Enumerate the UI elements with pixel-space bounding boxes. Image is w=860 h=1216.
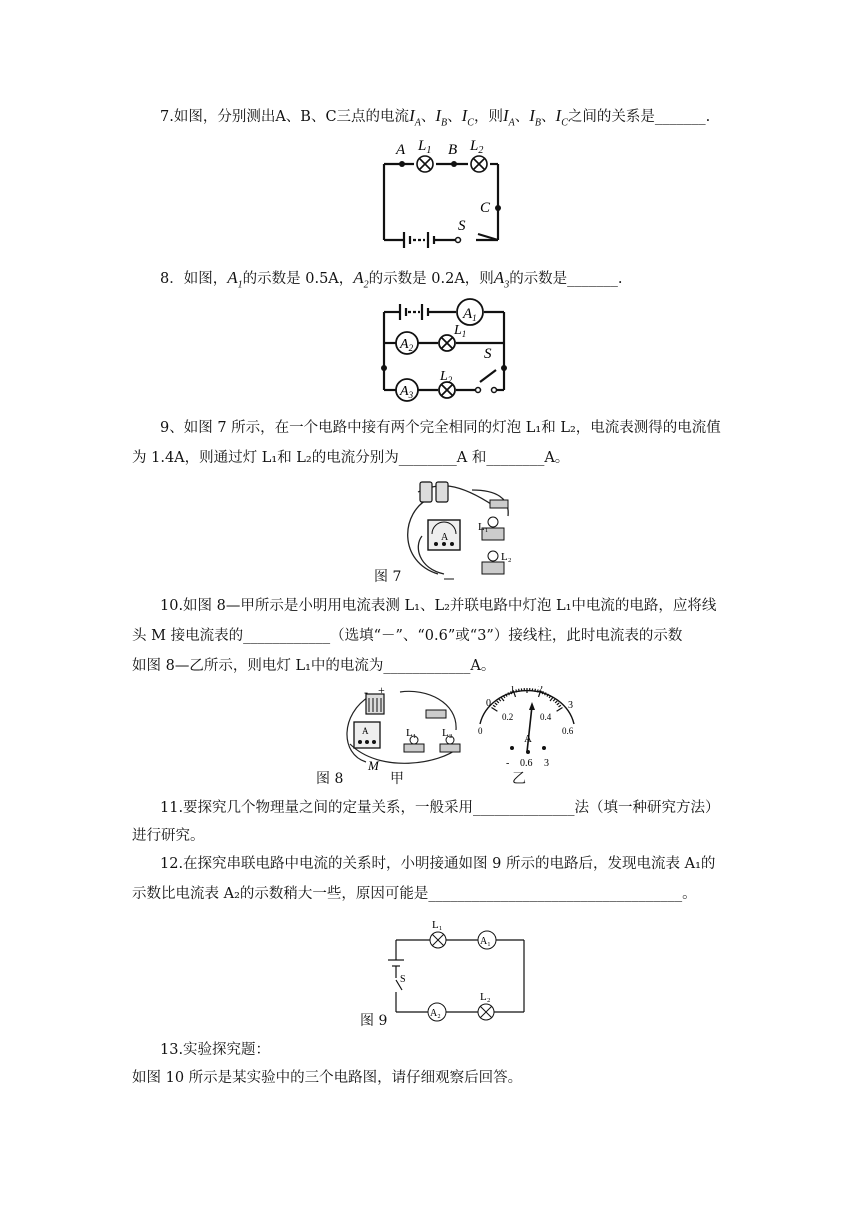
figure-9-caption: 图 9	[360, 1013, 388, 1029]
q10-scale-bottom-0: 0	[478, 726, 483, 736]
q10-scale-top-0: 0	[486, 698, 491, 709]
q8-meter-a3: $A_3$	[400, 384, 414, 400]
q12-line-2: 示数比电流表 A₂的示数稍大一些，原因可能是___________________________________。	[132, 886, 697, 902]
figure-8-yi-caption: 乙	[512, 771, 526, 787]
q7-label-l1: $L_1$	[418, 138, 432, 156]
q7-sep3: 、	[514, 109, 530, 125]
q10-label-plus: +	[378, 684, 385, 697]
dial-tick	[492, 708, 498, 712]
figure-8-caption: 图 8	[316, 771, 344, 787]
q8-a2: $A_2$	[353, 268, 369, 291]
dial-tick	[559, 705, 561, 707]
dial-tick	[495, 703, 497, 705]
q10-label-minus: -	[364, 685, 368, 699]
q12-label-l2: L₂	[480, 991, 491, 1003]
q8-label-s: S	[484, 346, 492, 362]
q12-label-a1: A₁	[480, 936, 491, 947]
question-8-text	[160, 268, 623, 295]
q8-label-l1: $L_1$	[454, 323, 467, 339]
q7-circuit-figure	[380, 136, 505, 248]
dial-tick	[497, 701, 499, 703]
q7-label-s: S	[458, 218, 466, 234]
q9-line-1: 9、如图 7 所示，在一个电路中接有两个完全相同的灯泡 L₁和 L₂，电流表测得的电流值	[160, 420, 721, 436]
q12-label-s: S	[400, 974, 406, 985]
q10-line-2: 头 M 接电流表的____________（选填“－”、“0.6”或“3”）接线柱，此时电流表的示数	[132, 628, 683, 644]
q10-meter-label: A	[362, 726, 369, 736]
q12-line-1: 12.在探究串联电路中电流的关系时，小明接通如图 9 所示的电路后，发现电流表 A₁的	[160, 856, 716, 872]
dial-tick	[557, 703, 559, 705]
q10-terminal-3: 3	[544, 758, 549, 769]
q12-circuit-figure	[386, 916, 532, 1026]
q10-line-1: 10.如图 8—甲所示是小明用电流表测 L₁、L₂并联电路中灯泡 L₁中电流的电路，应将线	[160, 598, 717, 614]
q13-line-1: 13.实验探究题：	[160, 1042, 271, 1058]
q10-scale-top-1: 1	[510, 686, 515, 695]
q7-label-l2: $L_2$	[470, 138, 484, 156]
q7-label-c: C	[480, 200, 491, 216]
figure-8-jia-caption: 甲	[390, 771, 404, 787]
q9-label-l2: L₂	[501, 551, 512, 563]
q11-line-1: 11.要探究几个物理量之间的定量关系，一般采用______________法（填一种研究方法）	[160, 800, 720, 816]
q8-meter-a1: $A_1$	[463, 306, 477, 323]
q10-dial-a-label: A	[524, 733, 532, 745]
q8-label-l2: $L_2$	[440, 369, 453, 385]
q9-label-l1: L₁	[478, 521, 489, 533]
q8-text-a: 8．如图，	[160, 271, 228, 287]
q7-ic2: $I_C$	[555, 106, 568, 129]
q10-scale-bottom-04: 0.4	[540, 712, 552, 722]
q7-label-b: B	[448, 142, 458, 158]
q10-scale-bottom-02: 0.2	[502, 712, 514, 722]
q7-text-a: 7.如图，分别测出A、B、C三点的电流	[160, 109, 410, 125]
q11-line-2: 进行研究。	[132, 828, 205, 844]
q13-line-2: 如图 10 所示是某实验中的三个电路图，请仔细观察后回答。	[132, 1070, 523, 1086]
q8-meter-a2: $A_2$	[400, 337, 414, 353]
q7-sep1: 、	[420, 109, 436, 125]
dial-tick	[555, 701, 557, 703]
q7-ia2: $I_A$	[502, 106, 515, 129]
q8-a3: $A_3$	[493, 268, 510, 291]
q8-a1: $A_1$	[227, 268, 243, 291]
q8-text-d: 的示数是_______.	[509, 271, 623, 287]
q8-text-c: 的示数是 0.2A，则	[368, 271, 494, 287]
q12-label-a2: A₂	[430, 1008, 441, 1019]
q10-ammeter-dial-yi	[466, 686, 588, 770]
q7-sep2: 、	[447, 109, 462, 125]
dial-tick	[550, 697, 553, 701]
q10-scale-top-3: 3	[568, 700, 573, 711]
dial-tick	[519, 689, 520, 692]
q7-sep4: 、	[541, 109, 556, 125]
dial-tick	[535, 689, 536, 692]
q10-label-m: M	[368, 758, 379, 773]
q10-scale-top-2: 2	[538, 686, 543, 695]
q10-line-3: 如图 8—乙所示，则电灯 L₁中的电流为____________A。	[132, 658, 496, 674]
q7-label-a: A	[396, 142, 406, 158]
q9-photo-figure	[398, 476, 516, 580]
q7-ib: $I_B$	[435, 106, 448, 129]
q9-line-2: 为 1.4A，则通过灯 L₁和 L₂的电流分别为________A 和________A。	[132, 450, 570, 466]
q8-circuit-figure	[376, 296, 511, 402]
question-7-text	[160, 106, 710, 133]
q10-terminal-neg: -	[506, 758, 510, 769]
q7-text-c: 之间的关系是_______.	[567, 109, 711, 125]
q12-label-l1: L₁	[432, 919, 443, 931]
q10-terminal-06: 0.6	[520, 758, 533, 769]
q10-scale-bottom-06: 0.6	[562, 726, 574, 736]
q7-text-b: ，则	[473, 109, 503, 125]
dial-tick	[553, 699, 555, 701]
dial-tick	[557, 708, 563, 712]
dial-tick	[499, 699, 501, 701]
figure-7-caption: 图 7	[374, 569, 402, 585]
q10-label-l1: L₁	[406, 727, 417, 739]
q7-ib2: $I_B$	[529, 106, 542, 129]
q10-label-l2: L₂	[442, 727, 453, 739]
dial-tick	[516, 690, 517, 693]
q7-ia: $I_A$	[409, 106, 421, 129]
q7-ic: $I_C$	[461, 106, 474, 129]
dial-tick	[501, 697, 504, 701]
q8-text-b: 的示数是 0.5A，	[242, 271, 354, 287]
dial-tick	[493, 705, 495, 707]
q9-label-a: A	[441, 532, 449, 543]
